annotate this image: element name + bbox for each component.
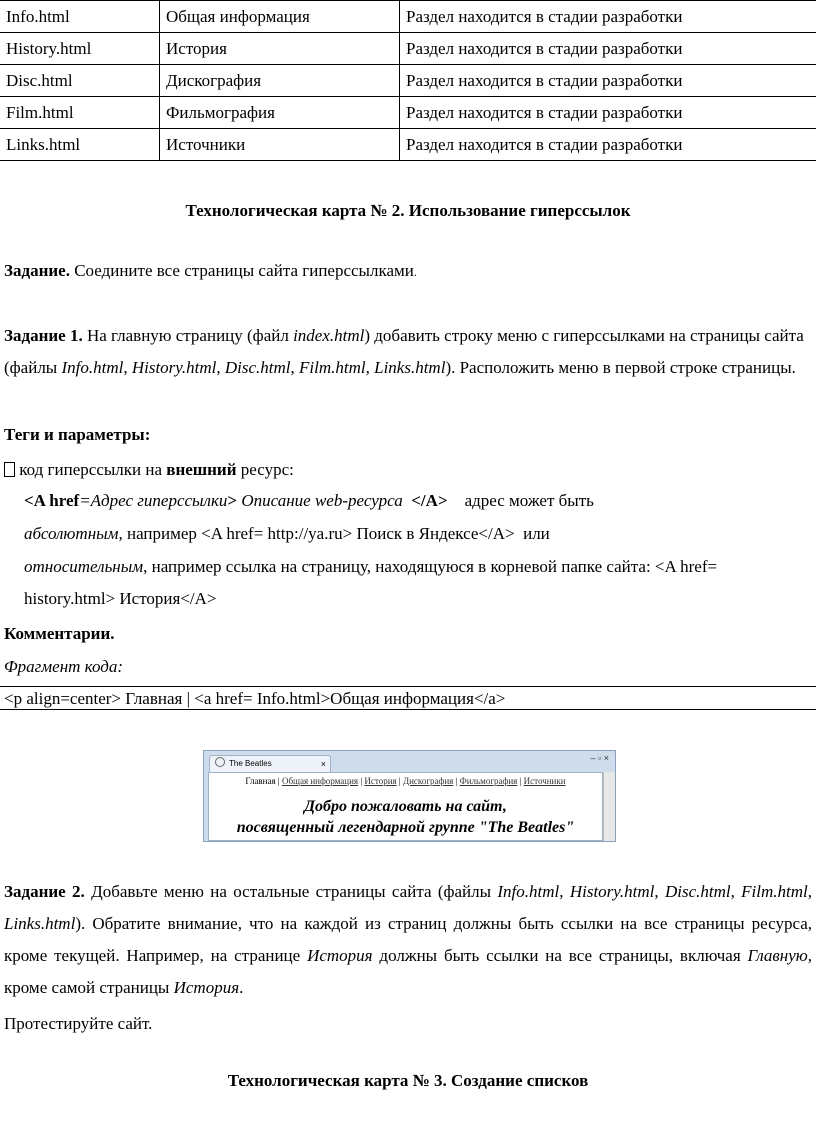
table-row xyxy=(0,1,816,33)
menu-link: Дискография xyxy=(402,776,454,786)
relative-example-cont: history.html> История</A> xyxy=(24,589,217,608)
title-cell: Источники xyxy=(160,129,400,161)
welcome-line-2: посвященный легендарной группе "The Beatles" xyxy=(236,819,575,836)
status-cell: Раздел находится в стадии разработки xyxy=(400,97,816,129)
window-controls: ‒ ▫ × xyxy=(590,753,609,763)
close-tab-icon: × xyxy=(320,759,326,769)
scrollbar xyxy=(603,772,615,841)
browser-screenshot xyxy=(203,750,616,842)
file-cell: Info.html xyxy=(0,1,160,33)
bullet-icon xyxy=(4,462,15,477)
browser-content xyxy=(208,772,603,841)
file-cell: Film.html xyxy=(0,97,160,129)
test-site: Протестируйте сайт. xyxy=(4,1014,153,1033)
file-cell: Disc.html xyxy=(0,65,160,97)
tags-label: Теги и параметры: xyxy=(4,425,151,444)
bullet-line: код гиперссылки на внешний ресурс: xyxy=(4,460,294,480)
menu-link: Общая информация xyxy=(281,776,359,786)
table-row xyxy=(0,33,816,65)
card3-heading: Технологическая карта № 3. Создание списков xyxy=(227,1071,589,1090)
fragment-label: Фрагмент кода: xyxy=(4,657,123,676)
table-row xyxy=(0,97,816,129)
menu-link: История xyxy=(364,776,397,786)
status-cell: Раздел находится в стадии разработки xyxy=(400,33,816,65)
title-cell: Общая информация xyxy=(160,1,400,33)
table-row xyxy=(0,129,816,161)
status-cell: Раздел находится в стадии разработки xyxy=(400,65,816,97)
absolute-example: абсолютным, например <A href= http://ya.ru> Поиск в Яндексе</A> или xyxy=(24,524,550,543)
task-intro: Задание. Соедините все страницы сайта гиперссылками. xyxy=(4,261,417,280)
status-cell: Раздел находится в стадии разработки xyxy=(400,129,816,161)
table-row xyxy=(0,65,816,97)
browser-tab: The Beatles × xyxy=(209,755,331,772)
globe-icon xyxy=(215,757,225,767)
title-cell: История xyxy=(160,33,400,65)
task-1: Задание 1. На главную страницу (файл index.html) добавить строку меню с гиперссылками на страницы сайта (файлы Info.html, History.html, Disc.html, Film.html, Links.html). Расположить меню в первой строке страницы. xyxy=(4,326,804,377)
file-cell: Links.html xyxy=(0,129,160,161)
title-cell: Фильмография xyxy=(160,97,400,129)
welcome-line-1: Добро пожаловать на сайт, xyxy=(304,798,507,815)
title-cell: Дискография xyxy=(160,65,400,97)
menu-link: Источники xyxy=(523,776,566,786)
menu-link: Фильмография xyxy=(459,776,518,786)
code-syntax-line: <A href=Адрес гиперссылки> Описание web-ресурса </A> адрес может быть xyxy=(24,491,594,510)
files-table xyxy=(0,0,816,161)
card2-heading: Технологическая карта № 2. Использование гиперссылок xyxy=(185,201,631,220)
file-cell: History.html xyxy=(0,33,160,65)
code-fragment: <p align=center> Главная | <a href= Info.html>Общая информация</a> xyxy=(0,686,816,710)
task-2: Задание 2. Добавьте меню на остальные страницы сайта (файлы Info.html, History.html, Disc.html, Film.html, Links.html). Обратите внимание, что на каждой из страниц должны быть ссылки на все страницы ресурса, кроме текущей. Например, на странице История должны быть ссылки на все страницы, включая Главную, кроме самой страницы История. xyxy=(4,882,813,997)
comments-label: Комментарии. xyxy=(4,624,115,643)
status-cell: Раздел находится в стадии разработки xyxy=(400,1,816,33)
relative-example: относительным, например ссылка на страницу, находящуюся в корневой папке сайта: <A href= xyxy=(24,557,718,576)
site-menu: Главная | Общая информация | История | Дискография | Фильмография | Источники xyxy=(245,776,566,786)
